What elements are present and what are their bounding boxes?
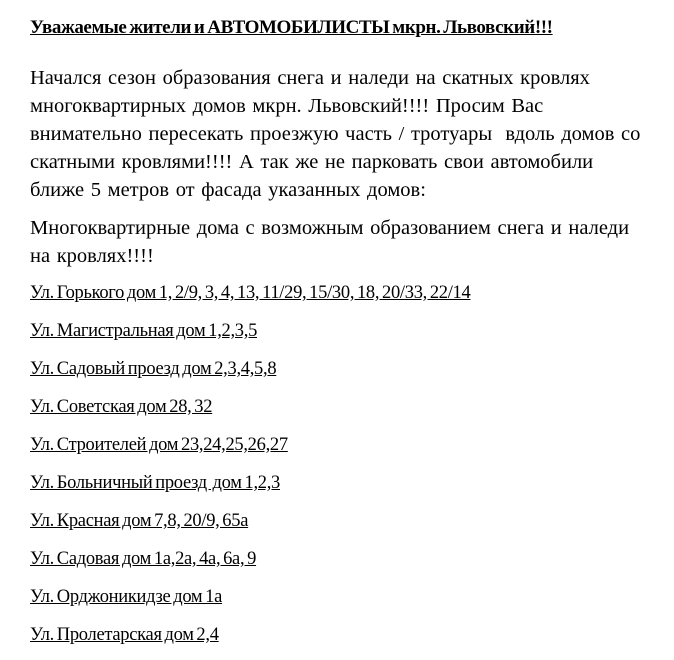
street-item-bolnichny: Ул. Больничный проезд дом 1,2,3 [30, 473, 280, 493]
subheading-paragraph [30, 214, 654, 270]
intro-line: внимательно пересекать проезжую часть / тротуары вдоль домов со [30, 123, 641, 145]
intro-paragraph [30, 64, 654, 204]
subheading-line: Многоквартирные дома с возможным образованием снега и наледи [30, 217, 630, 239]
intro-line: скатными кровлями!!!! А так же не парковать свои автомобили [30, 151, 594, 173]
street-item-sadovaya: Ул. Садовая дом 1а,2а, 4а, 6а, 9 [30, 549, 257, 569]
street-item-stroiteley: Ул. Строителей дом 23,24,25,26,27 [30, 435, 288, 455]
intro-line: ближе 5 метров от фасада указанных домов: [30, 179, 426, 201]
street-item-krasnaya: Ул. Красная дом 7,8, 20/9, 65а [30, 511, 249, 531]
street-item-sovetskaya: Ул. Советская дом 28, 32 [30, 397, 213, 417]
street-item-proletarskaya: Ул. Пролетарская дом 2,4 [30, 625, 219, 645]
street-item-gorkogo: Ул. Горького дом 1, 2/9, 3, 4, 13, 11/29, 15/30, 18, 20/33, 22/14 [30, 283, 471, 303]
street-item-magistralnaya: Ул. Магистральная дом 1,2,3,5 [30, 321, 258, 341]
intro-line: многоквартирных домов мкрн. Львовский!!!! Просим Вас [30, 95, 544, 117]
document-title: Уважаемые жители и АВТОМОБИЛИСТЫ мкрн. Львовский!!! [30, 17, 553, 38]
street-item-sadovy-proezd: Ул. Садовый проезд дом 2,3,4,5,8 [30, 359, 277, 379]
intro-line: Начался сезон образования снега и наледи на скатных кровлях [30, 67, 590, 89]
street-item-ordzhonikidze: Ул. Орджоникидзе дом 1а [30, 587, 223, 607]
street-list [30, 282, 654, 647]
subheading-line: на кровлях!!!! [30, 245, 154, 267]
